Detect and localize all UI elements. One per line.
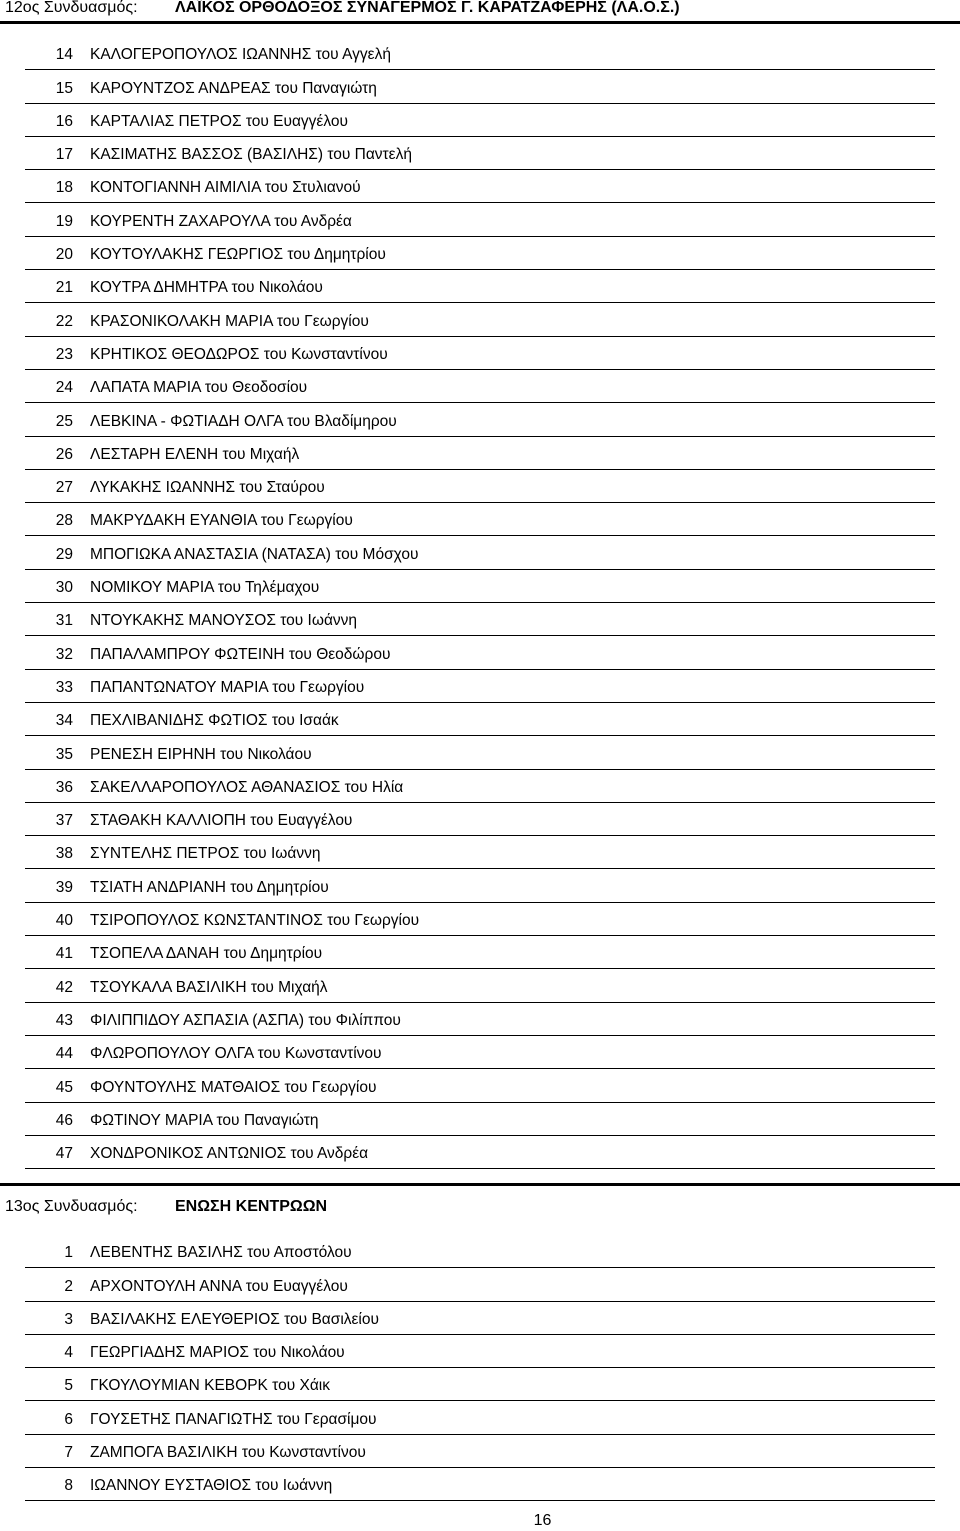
- candidate-number: 15: [55, 79, 73, 97]
- list-item: [25, 1401, 935, 1434]
- list-item: [25, 337, 935, 370]
- list-item: [25, 570, 935, 603]
- candidate-name: ΛΕΒΕΝΤΗΣ ΒΑΣΙΛΗΣ του Αποστόλου: [90, 1244, 352, 1262]
- candidate-name: ΓΚΟΥΛΟΥΜΙΑΝ ΚΕΒΟΡΚ του Χάικ: [90, 1377, 330, 1395]
- candidate-number: 19: [55, 212, 73, 230]
- candidate-list-13: [25, 1235, 935, 1501]
- list-item: [25, 770, 935, 803]
- list-item: [25, 104, 935, 137]
- list-item: [25, 237, 935, 270]
- candidate-name: ΦΩΤΙΝΟΥ ΜΑΡΙΑ του Παναγιώτη: [90, 1111, 319, 1129]
- candidate-number: 8: [64, 1477, 73, 1495]
- candidate-number: 2: [64, 1277, 73, 1295]
- candidate-name: ΣΥΝΤΕΛΗΣ ΠΕΤΡΟΣ του Ιωάννη: [90, 845, 321, 863]
- candidate-name: ΚΟΝΤΟΓΙΑΝΝΗ ΑΙΜΙΛΙΑ του Στυλιανού: [90, 179, 361, 197]
- candidate-number: 44: [55, 1045, 73, 1063]
- candidate-name: ΚΟΥΡΕΝΤΗ ΖΑΧΑΡΟΥΛΑ του Ανδρέα: [90, 212, 352, 230]
- section-divider: [0, 21, 960, 24]
- candidate-number: 26: [55, 445, 73, 463]
- list-item: [25, 836, 935, 869]
- candidate-number: 39: [55, 878, 73, 896]
- candidate-name: ΙΩΑΝΝΟΥ ΕΥΣΤΑΘΙΟΣ του Ιωάννη: [90, 1477, 333, 1495]
- candidate-number: 25: [55, 412, 73, 430]
- list-item: [25, 536, 935, 569]
- list-item: [25, 70, 935, 103]
- candidate-number: 22: [55, 312, 73, 330]
- list-item: [25, 1036, 935, 1069]
- candidate-name: ΦΟΥΝΤΟΥΛΗΣ ΜΑΤΘΑΙΟΣ του Γεωργίου: [90, 1078, 377, 1096]
- list-item: [25, 903, 935, 936]
- candidate-name: ΚΑΣΙΜΑΤΗΣ ΒΑΣΣΟΣ (ΒΑΣΙΛΗΣ) του Παντελή: [90, 146, 412, 164]
- candidate-number: 21: [55, 279, 73, 297]
- candidate-number: 28: [55, 512, 73, 530]
- list-item: [25, 203, 935, 236]
- list-item: [25, 703, 935, 736]
- candidate-name: ΠΑΠΑΛΑΜΠΡΟΥ ΦΩΤΕΙΝΗ του Θεοδώρου: [90, 645, 391, 663]
- candidate-name: ΠΕΧΛΙΒΑΝΙΔΗΣ ΦΩΤΙΟΣ του Ισαάκ: [90, 712, 339, 730]
- list-item: [25, 936, 935, 969]
- candidate-name: ΜΑΚΡΥΔΑΚΗ ΕΥΑΝΘΙΑ του Γεωργίου: [90, 512, 353, 530]
- candidate-number: 3: [64, 1310, 73, 1328]
- party-name: ΕΝΩΣΗ ΚΕΝΤΡΩΩΝ: [175, 1198, 328, 1215]
- candidate-name: ΛΕΣΤΑΡΗ ΕΛΕΝΗ του Μιχαήλ: [90, 445, 300, 463]
- list-item: [25, 170, 935, 203]
- list-item: [25, 403, 935, 436]
- list-item: [25, 869, 935, 902]
- candidate-name: ΧΟΝΔΡΟΝΙΚΟΣ ΑΝΤΩΝΙΟΣ του Ανδρέα: [90, 1145, 369, 1163]
- candidate-name: ΚΑΛΟΓΕΡΟΠΟΥΛΟΣ ΙΩΑΝΝΗΣ του Αγγελή: [90, 46, 391, 64]
- candidate-name: ΚΡΗΤΙΚΟΣ ΘΕΟΔΩΡΟΣ του Κωνσταντίνου: [90, 345, 388, 363]
- candidate-number: 4: [64, 1344, 73, 1362]
- candidate-number: 31: [55, 612, 73, 630]
- candidate-number: 7: [64, 1444, 73, 1462]
- candidate-name: ΚΑΡΤΑΛΙΑΣ ΠΕΤΡΟΣ του Ευαγγέλου: [90, 112, 348, 130]
- candidate-number: 5: [64, 1377, 73, 1395]
- candidate-name: ΤΣΙΑΤΗ ΑΝΔΡΙΑΝΗ του Δημητρίου: [90, 878, 329, 896]
- list-item: [25, 270, 935, 303]
- candidate-number: 46: [55, 1111, 73, 1129]
- candidate-name: ΚΑΡΟΥΝΤΖΟΣ ΑΝΔΡΕΑΣ του Παναγιώτη: [90, 79, 377, 97]
- list-item: [25, 37, 935, 70]
- candidate-name: ΦΙΛΙΠΠΙΔΟΥ ΑΣΠΑΣΙΑ (ΑΣΠΑ) του Φιλίππου: [90, 1011, 401, 1029]
- list-item: [25, 603, 935, 636]
- candidate-name: ΛΥΚΑΚΗΣ ΙΩΑΝΝΗΣ του Σταύρου: [90, 479, 325, 497]
- list-item: [25, 137, 935, 170]
- list-item: [25, 503, 935, 536]
- candidate-name: ΠΑΠΑΝΤΩΝΑΤΟΥ ΜΑΡΙΑ του Γεωργίου: [90, 678, 365, 696]
- party-name: ΛΑΪΚΟΣ ΟΡΘΟΔΟΞΟΣ ΣΥΝΑΓΕΡΜΟΣ Γ. ΚΑΡΑΤΖΑΦΕΡΗΣ (ΛΑ.Ο.Σ.): [175, 0, 680, 16]
- list-item: [25, 1335, 935, 1368]
- candidate-number: 40: [55, 912, 73, 930]
- candidate-number: 6: [64, 1410, 73, 1428]
- candidate-name: ΒΑΣΙΛΑΚΗΣ ΕΛΕΥΘΕΡΙΟΣ του Βασιλείου: [90, 1310, 379, 1328]
- list-item: [25, 437, 935, 470]
- candidate-name: ΦΛΩΡΟΠΟΥΛΟΥ ΟΛΓΑ του Κωνσταντίνου: [90, 1045, 382, 1063]
- list-item: [25, 636, 935, 669]
- candidate-number: 41: [55, 945, 73, 963]
- candidate-number: 38: [55, 845, 73, 863]
- candidate-number: 27: [55, 479, 73, 497]
- list-item: [25, 736, 935, 769]
- candidate-number: 24: [55, 379, 73, 397]
- candidate-number: 33: [55, 678, 73, 696]
- list-item: [25, 1069, 935, 1102]
- candidate-name: ΓΕΩΡΓΙΑΔΗΣ ΜΑΡΙΟΣ του Νικολάου: [90, 1344, 345, 1362]
- candidate-number: 18: [55, 179, 73, 197]
- candidate-number: 16: [55, 112, 73, 130]
- list-item: [25, 303, 935, 336]
- candidate-number: 35: [55, 745, 73, 763]
- list-item: [25, 1468, 935, 1501]
- candidate-name: ΝΤΟΥΚΑΚΗΣ ΜΑΝΟΥΣΟΣ του Ιωάννη: [90, 612, 358, 630]
- section-header-13: [0, 1195, 960, 1219]
- candidate-name: ΤΣΙΡΟΠΟΥΛΟΣ ΚΩΝΣΤΑΝΤΙΝΟΣ του Γεωργίου: [90, 912, 420, 930]
- list-item: [25, 969, 935, 1002]
- candidate-number: 30: [55, 579, 73, 597]
- list-item: [25, 1435, 935, 1468]
- list-item: [25, 1003, 935, 1036]
- list-item: [25, 1268, 935, 1301]
- candidate-name: ΣΑΚΕΛΛΑΡΟΠΟΥΛΟΣ ΑΘΑΝΑΣΙΟΣ του Ηλία: [90, 778, 404, 796]
- list-item: [25, 1103, 935, 1136]
- candidate-name: ΜΠΟΓΙΩΚΑ ΑΝΑΣΤΑΣΙΑ (ΝΑΤΑΣΑ) του Μόσχου: [90, 545, 419, 563]
- list-item: [25, 1368, 935, 1401]
- section-label: 13ος Συνδυασμός:: [5, 1198, 138, 1215]
- candidate-number: 32: [55, 645, 73, 663]
- candidate-number: 42: [55, 978, 73, 996]
- candidate-name: ΖΑΜΠΟΓΑ ΒΑΣΙΛΙΚΗ του Κωνσταντίνου: [90, 1444, 366, 1462]
- candidate-number: 20: [55, 246, 73, 264]
- section-label: 12ος Συνδυασμός:: [5, 0, 138, 16]
- candidate-number: 47: [55, 1145, 73, 1163]
- candidate-name: ΑΡΧΟΝΤΟΥΛΗ ΑΝΝΑ του Ευαγγέλου: [90, 1277, 348, 1295]
- candidate-name: ΣΤΑΘΑΚΗ ΚΑΛΛΙΟΠΗ του Ευαγγέλου: [90, 812, 353, 830]
- candidate-number: 17: [55, 146, 73, 164]
- candidate-name: ΡΕΝΕΣΗ ΕΙΡΗΝΗ του Νικολάου: [90, 745, 312, 763]
- list-item: [25, 670, 935, 703]
- list-item: [25, 370, 935, 403]
- candidate-number: 36: [55, 778, 73, 796]
- candidate-name: ΚΟΥΤΡΑ ΔΗΜΗΤΡΑ του Νικολάου: [90, 279, 323, 297]
- list-item: [25, 1302, 935, 1335]
- section-header-12: [0, 0, 960, 20]
- candidate-number: 29: [55, 545, 73, 563]
- list-item: [25, 1235, 935, 1268]
- page-number: 16: [533, 1512, 552, 1529]
- candidate-name: ΛΑΠΑΤΑ ΜΑΡΙΑ του Θεοδοσίου: [90, 379, 308, 397]
- candidate-name: ΤΣΟΥΚΑΛΑ ΒΑΣΙΛΙΚΗ του Μιχαήλ: [90, 978, 328, 996]
- candidate-number: 45: [55, 1078, 73, 1096]
- candidate-number: 34: [55, 712, 73, 730]
- list-item: [25, 470, 935, 503]
- list-item: [25, 803, 935, 836]
- candidate-list-12: [25, 37, 935, 1169]
- candidate-number: 43: [55, 1011, 73, 1029]
- candidate-name: ΚΡΑΣΟΝΙΚΟΛΑΚΗ ΜΑΡΙΑ του Γεωργίου: [90, 312, 369, 330]
- candidate-name: ΚΟΥΤΟΥΛΑΚΗΣ ΓΕΩΡΓΙΟΣ του Δημητρίου: [90, 246, 386, 264]
- candidate-name: ΤΣΟΠΕΛΑ ΔΑΝΑΗ του Δημητρίου: [90, 945, 323, 963]
- section-divider: [0, 1183, 960, 1186]
- list-item: [25, 1136, 935, 1169]
- candidate-name: ΝΟΜΙΚΟΥ ΜΑΡΙΑ του Τηλέμαχου: [90, 579, 320, 597]
- candidate-number: 1: [64, 1244, 73, 1262]
- candidate-number: 23: [55, 345, 73, 363]
- candidate-number: 14: [55, 46, 73, 64]
- candidate-number: 37: [55, 812, 73, 830]
- candidate-name: ΓΟΥΣΕΤΗΣ ΠΑΝΑΓΙΩΤΗΣ του Γερασίμου: [90, 1410, 377, 1428]
- candidate-name: ΛΕΒΚΙΝΑ - ΦΩΤΙΑΔΗ ΟΛΓΑ του Βλαδίμηρου: [90, 412, 397, 430]
